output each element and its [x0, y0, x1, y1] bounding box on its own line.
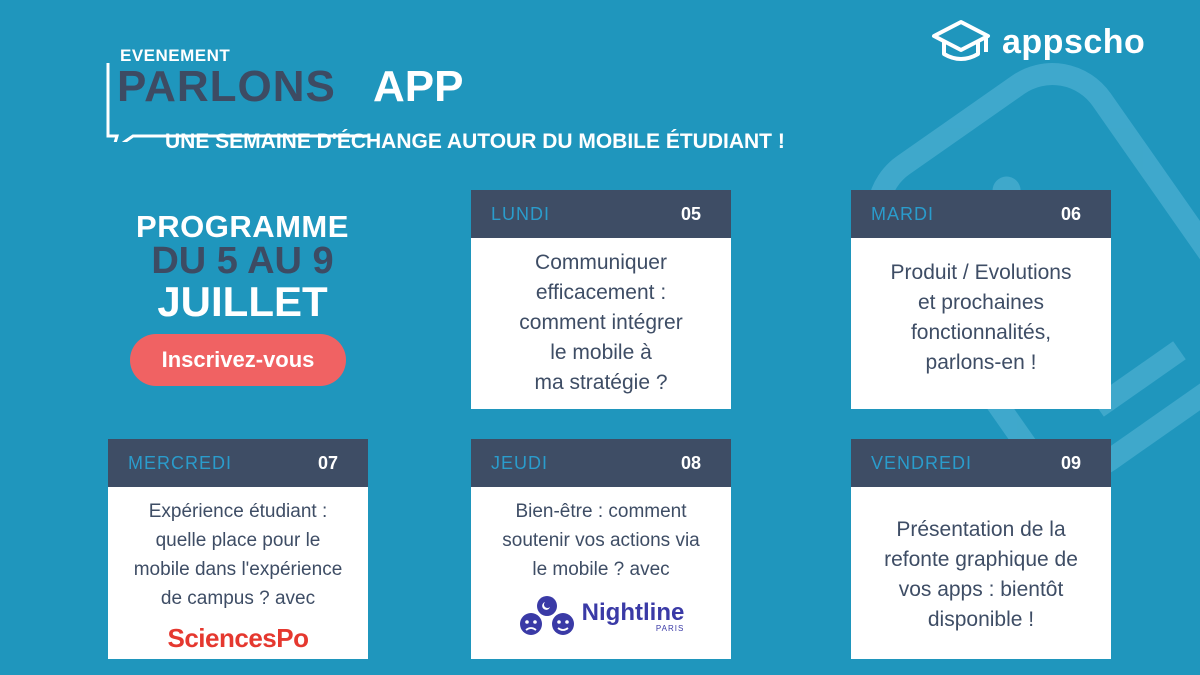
programme-label: PROGRAMME [136, 209, 349, 244]
title-parlons: PARLONS [117, 62, 336, 111]
appscho-logo [930, 18, 1145, 66]
day-date: 07 [317, 452, 338, 473]
day-date: 09 [1060, 452, 1081, 473]
graduation-cap-icon [930, 18, 992, 66]
text-line: de campus ? avec [160, 588, 316, 609]
sciencespo-logo: SciencesPo [167, 623, 309, 653]
text-line: efficacement : [535, 281, 667, 304]
text-line: et prochaines [917, 291, 1045, 314]
day-date: 06 [1060, 203, 1081, 224]
nightline-faces-icon [518, 594, 576, 640]
text-line: Communiquer [535, 251, 667, 274]
day-card-header [851, 190, 1111, 238]
day-card-header [471, 439, 731, 487]
event-tagline: UNE SEMAINE D'ÉCHANGE AUTOUR DU MOBILE ÉTUDIANT ! [165, 130, 785, 153]
day-card-lundi [471, 190, 731, 409]
day-card-text [471, 487, 731, 584]
day-card-text [471, 238, 731, 398]
title-app: APP [373, 62, 464, 111]
day-card-header [108, 439, 368, 487]
day-card-text [108, 487, 368, 613]
day-label: MARDI [871, 203, 934, 224]
programme-block [110, 210, 375, 326]
text-line: Bien-être : comment [515, 501, 687, 522]
day-card-mardi [851, 190, 1111, 409]
text-line: Expérience étudiant : [148, 501, 328, 522]
day-card-mercredi [108, 439, 368, 659]
day-label: VENDREDI [871, 452, 973, 473]
text-line: vos apps : bientôt [898, 578, 1064, 601]
day-date: 05 [680, 203, 701, 224]
day-label: JEUDI [491, 452, 549, 473]
day-card-text [851, 487, 1111, 635]
text-line: soutenir vos actions via [502, 530, 700, 551]
day-card-text [851, 238, 1111, 378]
text-line: Présentation de la [896, 518, 1066, 541]
nightline-name: Nightline [581, 598, 685, 626]
text-line: quelle place pour le [155, 530, 321, 551]
brand-name: appscho [1002, 22, 1146, 61]
event-kicker: EVENEMENT [120, 46, 231, 65]
text-line: refonte graphique de [884, 548, 1078, 571]
text-line: comment intégrer [519, 311, 683, 334]
nightline-city: PARIS [655, 623, 685, 633]
register-button[interactable]: Inscrivez-vous [130, 334, 346, 386]
text-line: le mobile ? avec [532, 559, 670, 580]
day-date: 08 [680, 452, 701, 473]
day-label: MERCREDI [128, 452, 233, 473]
day-card-jeudi [471, 439, 731, 659]
text-line: mobile dans l'expérience [133, 559, 343, 580]
programme-month: JUILLET [157, 278, 328, 325]
day-card-header [851, 439, 1111, 487]
text-line: le mobile à [550, 341, 652, 364]
text-line: parlons-en ! [925, 351, 1037, 374]
day-label: LUNDI [491, 203, 551, 224]
day-card-vendredi [851, 439, 1111, 659]
day-card-header [471, 190, 731, 238]
text-line: disponible ! [927, 608, 1035, 631]
text-line: ma stratégie ? [534, 371, 668, 394]
text-line: Produit / Evolutions [890, 261, 1072, 284]
nightline-logo [471, 594, 731, 640]
text-line: fonctionnalités, [910, 321, 1052, 344]
programme-dates: DU 5 AU 9 [151, 240, 334, 282]
